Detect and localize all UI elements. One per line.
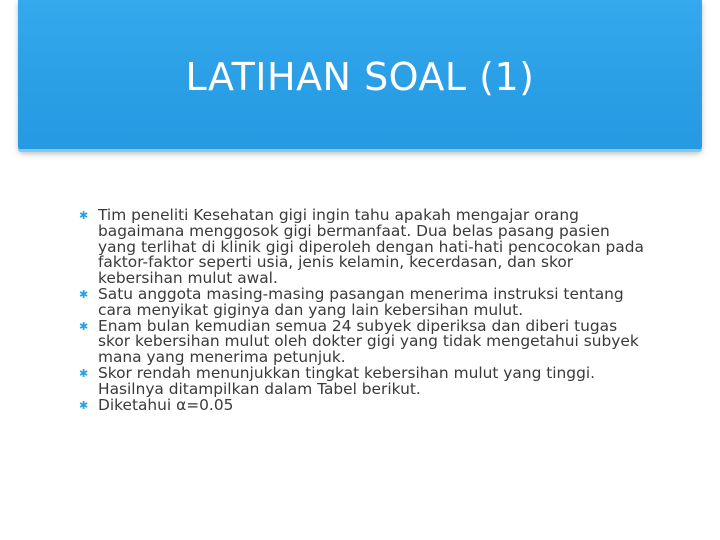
list-item <box>76 395 646 414</box>
list-item <box>76 284 646 319</box>
asterisk-bullet-icon: ✱ <box>79 319 89 333</box>
bullet-text: Skor rendah menunjukkan tingkat kebersihan mulut yang tinggi. Hasilnya ditampilkan dalam Tabel berikut. <box>98 363 596 398</box>
bullet-text: Diketahui α=0.05 <box>98 395 234 414</box>
bullet-list <box>76 208 646 413</box>
list-item <box>76 208 646 287</box>
bullet-text: Tim peneliti Kesehatan gigi ingin tahu apakah mengajar orang bagaimana menggosok gigi bermanfaat. Dua belas pasang pasien yang terlihat di klinik gigi diperoleh dengan hati-hati pencocokan pada faktor-faktor seperti usia, jenis kelamin, kecerdasan, dan skor kebersihan mulut awal. <box>98 206 644 288</box>
asterisk-bullet-icon: ✱ <box>79 287 89 301</box>
title-banner <box>18 0 702 152</box>
asterisk-bullet-icon: ✱ <box>79 398 89 412</box>
list-item <box>76 363 646 398</box>
slide-title: LATIHAN SOAL (1) <box>185 55 535 99</box>
banner-divider <box>18 149 702 152</box>
list-item <box>76 316 646 367</box>
asterisk-bullet-icon: ✱ <box>79 366 89 380</box>
bullet-text: Satu anggota masing-masing pasangan menerima instruksi tentang cara menyikat giginya dan yang lain kebersihan mulut. <box>98 284 624 319</box>
asterisk-bullet-icon: ✱ <box>79 209 89 222</box>
bullet-text: Enam bulan kemudian semua 24 subyek diperiksa dan diberi tugas skor kebersihan mulut oleh dokter gigi yang tidak mengetahui subyek mana yang menerima petunjuk. <box>98 316 639 367</box>
